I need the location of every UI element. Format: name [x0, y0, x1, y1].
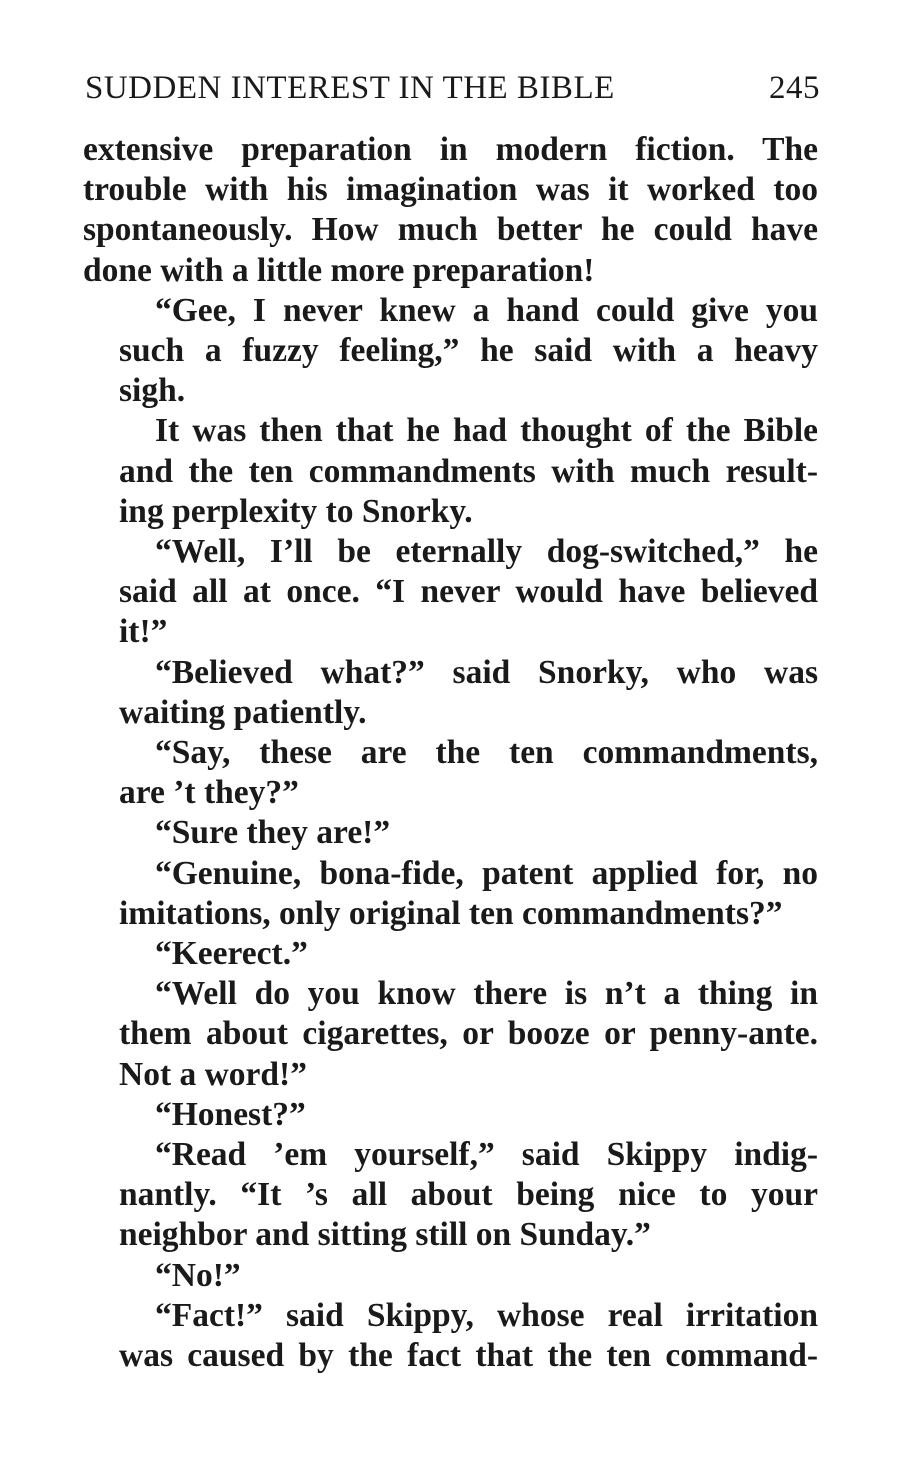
text-line: them about cigarettes, or booze or penny-ante. — [119, 1015, 818, 1053]
text-line: done with a little more preparation! — [83, 251, 595, 289]
text-line: It was then that he had thought of the Bible — [155, 412, 818, 450]
text-line: “Sure they are!” — [155, 814, 391, 852]
text-line: imitations, only original ten commandments?” — [119, 894, 783, 932]
text-line: “Fact!” said Skippy, whose real irritation — [155, 1296, 818, 1334]
text-line: said all at once. “I never would have believed — [119, 573, 818, 611]
text-line: it!” — [119, 613, 168, 651]
paragraph — [83, 974, 818, 1095]
text-line: “No!” — [155, 1256, 241, 1294]
paragraph — [83, 291, 818, 412]
text-line: are ’t they?” — [119, 774, 299, 812]
text-line: trouble with his imagination was it worked too — [83, 171, 818, 209]
text-line: nantly. “It ’s all about being nice to your — [119, 1176, 818, 1214]
text-line: neighbor and sitting still on Sunday.” — [119, 1216, 651, 1254]
text-line: waiting patiently. — [119, 693, 367, 731]
running-head — [85, 62, 820, 114]
text-line: sigh. — [119, 372, 186, 410]
paragraph — [83, 813, 818, 853]
paragraph — [83, 934, 818, 974]
text-line: “Gee, I never knew a hand could give you — [155, 291, 818, 329]
text-line: spontaneously. How much better he could have — [83, 211, 818, 249]
text-line: was caused by the fact that the ten command- — [119, 1337, 818, 1375]
paragraph — [83, 1095, 818, 1135]
paragraph — [83, 733, 818, 813]
paragraph — [83, 411, 818, 532]
text-line: “Keerect.” — [155, 935, 308, 973]
running-title: SUDDEN INTEREST IN THE BIBLE — [85, 69, 615, 106]
text-line: “Well do you know there is n’t a thing in — [155, 975, 818, 1013]
paragraph — [83, 653, 818, 733]
paragraph — [83, 130, 818, 291]
text-line: extensive preparation in modern fiction. The — [83, 131, 818, 168]
body-text — [83, 130, 818, 1376]
page-number: 245 — [769, 69, 820, 106]
paragraph — [83, 854, 818, 934]
text-line: “Honest?” — [155, 1095, 306, 1133]
text-line: such a fuzzy feeling,” he said with a heavy — [119, 332, 818, 370]
text-line: “Genuine, bona-fide, patent applied for, no — [155, 854, 818, 892]
text-line: “Read ’em yourself,” said Skippy indig- — [155, 1136, 818, 1174]
text-line: and the ten commandments with much result- — [119, 452, 818, 490]
paragraph — [83, 532, 818, 653]
text-line: “Say, these are the ten commandments, — [155, 734, 818, 772]
text-line: “Well, I’ll be eternally dog-switched,” he — [155, 533, 818, 571]
paragraph — [83, 1296, 818, 1376]
text-line: “Believed what?” said Snorky, who was — [155, 653, 818, 691]
paragraph — [83, 1135, 818, 1256]
text-line: Not a word!” — [119, 1055, 307, 1093]
paragraph — [83, 1256, 818, 1296]
text-line: ing perplexity to Snorky. — [119, 492, 473, 530]
